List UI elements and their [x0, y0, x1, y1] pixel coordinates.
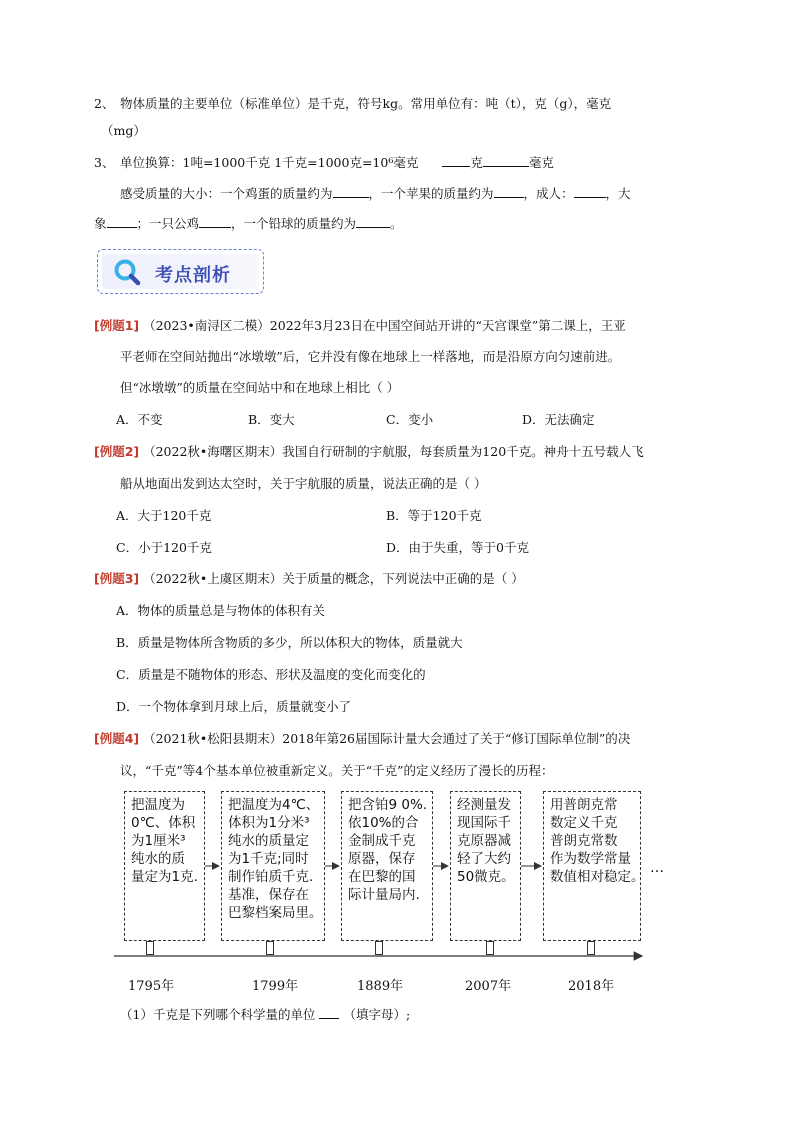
example-tag: [例题4]: [94, 731, 140, 746]
text: ，一个苹果的质量约为: [368, 186, 494, 201]
timeline-tick: [587, 941, 595, 955]
timeline-text-line: 把温度为: [131, 797, 185, 813]
text: 感受质量的大小：一个鸡蛋的质量约为: [120, 186, 333, 201]
timeline-text-line: 数值相对稳定。: [550, 869, 645, 885]
timeline-text-line: 轻了大约: [457, 851, 511, 867]
option-b[interactable]: B．变大: [248, 412, 295, 427]
timeline-tick: [146, 941, 154, 955]
option-b[interactable]: B．等于120千克: [386, 508, 482, 523]
timeline-year: 1795年: [128, 979, 175, 994]
question-text: （填字母）;: [343, 1007, 411, 1022]
option-d[interactable]: D．无法确定: [522, 412, 595, 427]
timeline-text-line: 为1千克;同时: [228, 851, 309, 867]
timeline-text-line: 基准，保存在: [228, 887, 309, 903]
timeline-text-line: 金制成千克: [348, 833, 416, 849]
question-text: 但“冰墩墩”的质量在空间站中和在地球上相比（ ）: [120, 380, 400, 395]
timeline-text-line: 数定义千克: [550, 815, 618, 831]
timeline-text-line: 克原器减: [457, 833, 511, 849]
unit-label: 克: [470, 155, 483, 170]
timeline-year: 1799年: [252, 979, 299, 994]
question-text: （2022秋•海曙区期末）我国自行研制的宇航服，每套质量为120千克。神舟十五号载人飞: [143, 444, 644, 459]
question-text: （2023•南浔区二模）2022年3月23日在中国空间站开讲的“天宫课堂”第二课上，王亚: [143, 318, 626, 333]
text: ；一只公鸡: [136, 216, 200, 231]
item-text: 单位换算：1吨=1000千克 1千克=1000克=10⁶毫克: [120, 155, 419, 170]
question-text: （1）千克是下列哪个科学量的单位: [120, 1007, 316, 1022]
timeline-tick: [375, 941, 383, 955]
question-text: 平老师在空间站抛出“冰墩墩”后，它并没有像在地球上一样落地，而是沿原方向匀速前进。: [120, 349, 621, 364]
text: 。: [390, 216, 403, 231]
text: 象: [94, 216, 107, 231]
option-a[interactable]: A．物体的质量总是与物体的体积有关: [116, 603, 326, 618]
unit-label: 毫克: [528, 155, 554, 170]
question-text: 议，“千克”等4个基本单位被重新定义。关于“千克”的定义经历了漫长的历程：: [120, 763, 554, 778]
timeline-text-line: 把含铂9 0%.: [348, 797, 428, 813]
text: ，一个铅球的质量约为: [231, 216, 357, 231]
timeline-text-line: 量定为1克.: [131, 869, 198, 885]
question-text: （2022秋•上虞区期末）关于质量的概念，下列说法中正确的是（ ）: [143, 571, 524, 586]
timeline-year: 2007年: [465, 979, 512, 994]
timeline-text-line: 用普朗克常: [550, 797, 618, 813]
timeline-text-line: 50微克。: [457, 869, 515, 885]
example-tag: [例题3]: [94, 571, 140, 586]
timeline-text-line: 把温度为4℃、: [228, 797, 320, 813]
timeline-text-line: 为1厘米³: [131, 833, 186, 849]
timeline-text-line: 际计量局内.: [348, 887, 420, 903]
text: ，大: [605, 186, 631, 201]
timeline-text-line: 原器，保存: [348, 851, 416, 867]
banner-title: 考点剖析: [155, 265, 231, 286]
timeline-text-line: 0℃、体积: [131, 815, 196, 831]
example-tag: [例题1]: [94, 318, 140, 333]
item-number: 2、: [94, 96, 115, 111]
option-c[interactable]: C．变小: [386, 412, 434, 427]
timeline-tick: [486, 941, 494, 955]
timeline-text-line: 纯水的质: [131, 851, 185, 867]
example-4-sub-1: [120, 1006, 410, 1023]
option-a[interactable]: A．大于120千克: [116, 508, 212, 523]
timeline-text-line: 在巴黎的国: [348, 869, 416, 885]
timeline-text-line: 依10%的合: [348, 815, 419, 831]
option-d[interactable]: D．由于失重，等于0千克: [386, 540, 529, 555]
timeline-year: 2018年: [568, 979, 615, 994]
timeline-ellipsis: …: [650, 860, 664, 876]
option-c[interactable]: C．小于120千克: [116, 540, 212, 555]
answer-blank[interactable]: [319, 1006, 339, 1019]
text: ，成人：: [523, 186, 574, 201]
question-text: 船从地面出发到达太空时，关于宇航服的质量，说法正确的是（ ）: [120, 476, 487, 491]
timeline-tick: [266, 941, 274, 955]
timeline-text-line: 普朗克常数: [550, 833, 618, 849]
item-text: （mg）: [101, 123, 146, 138]
timeline-text-line: 巴黎档案局里。: [228, 905, 323, 921]
option-c[interactable]: C．质量是不随物体的形态、形状及温度的变化而变化的: [116, 667, 426, 682]
question-text: （2021秋•松阳县期末）2018年第26届国际计量大会通过了关于“修订国际单位制”的决: [143, 731, 631, 746]
option-b[interactable]: B．质量是物体所含物质的多少，所以体积大的物体，质量就大: [116, 635, 463, 650]
option-d[interactable]: D．一个物体拿到月球上后，质量就变小了: [116, 699, 352, 714]
example-tag: [例题2]: [94, 444, 140, 459]
item-text: 物体质量的主要单位（标准单位）是千克，符号kg。常用单位有：吨（t），克（g），毫克: [120, 96, 612, 111]
option-a[interactable]: A．不变: [116, 412, 163, 427]
timeline-text-line: 作为数学常量: [550, 851, 631, 867]
timeline-year: 1889年: [357, 979, 404, 994]
timeline-text-line: 经测量发: [457, 797, 511, 813]
timeline-text-line: 现国际千: [457, 815, 511, 831]
timeline-text-line: 体积为1分米³: [228, 815, 310, 831]
timeline-text-line: 制作铂质千克.: [228, 869, 314, 885]
timeline-text-line: 纯水的质量定: [228, 833, 309, 849]
item-number: 3、: [94, 155, 115, 170]
